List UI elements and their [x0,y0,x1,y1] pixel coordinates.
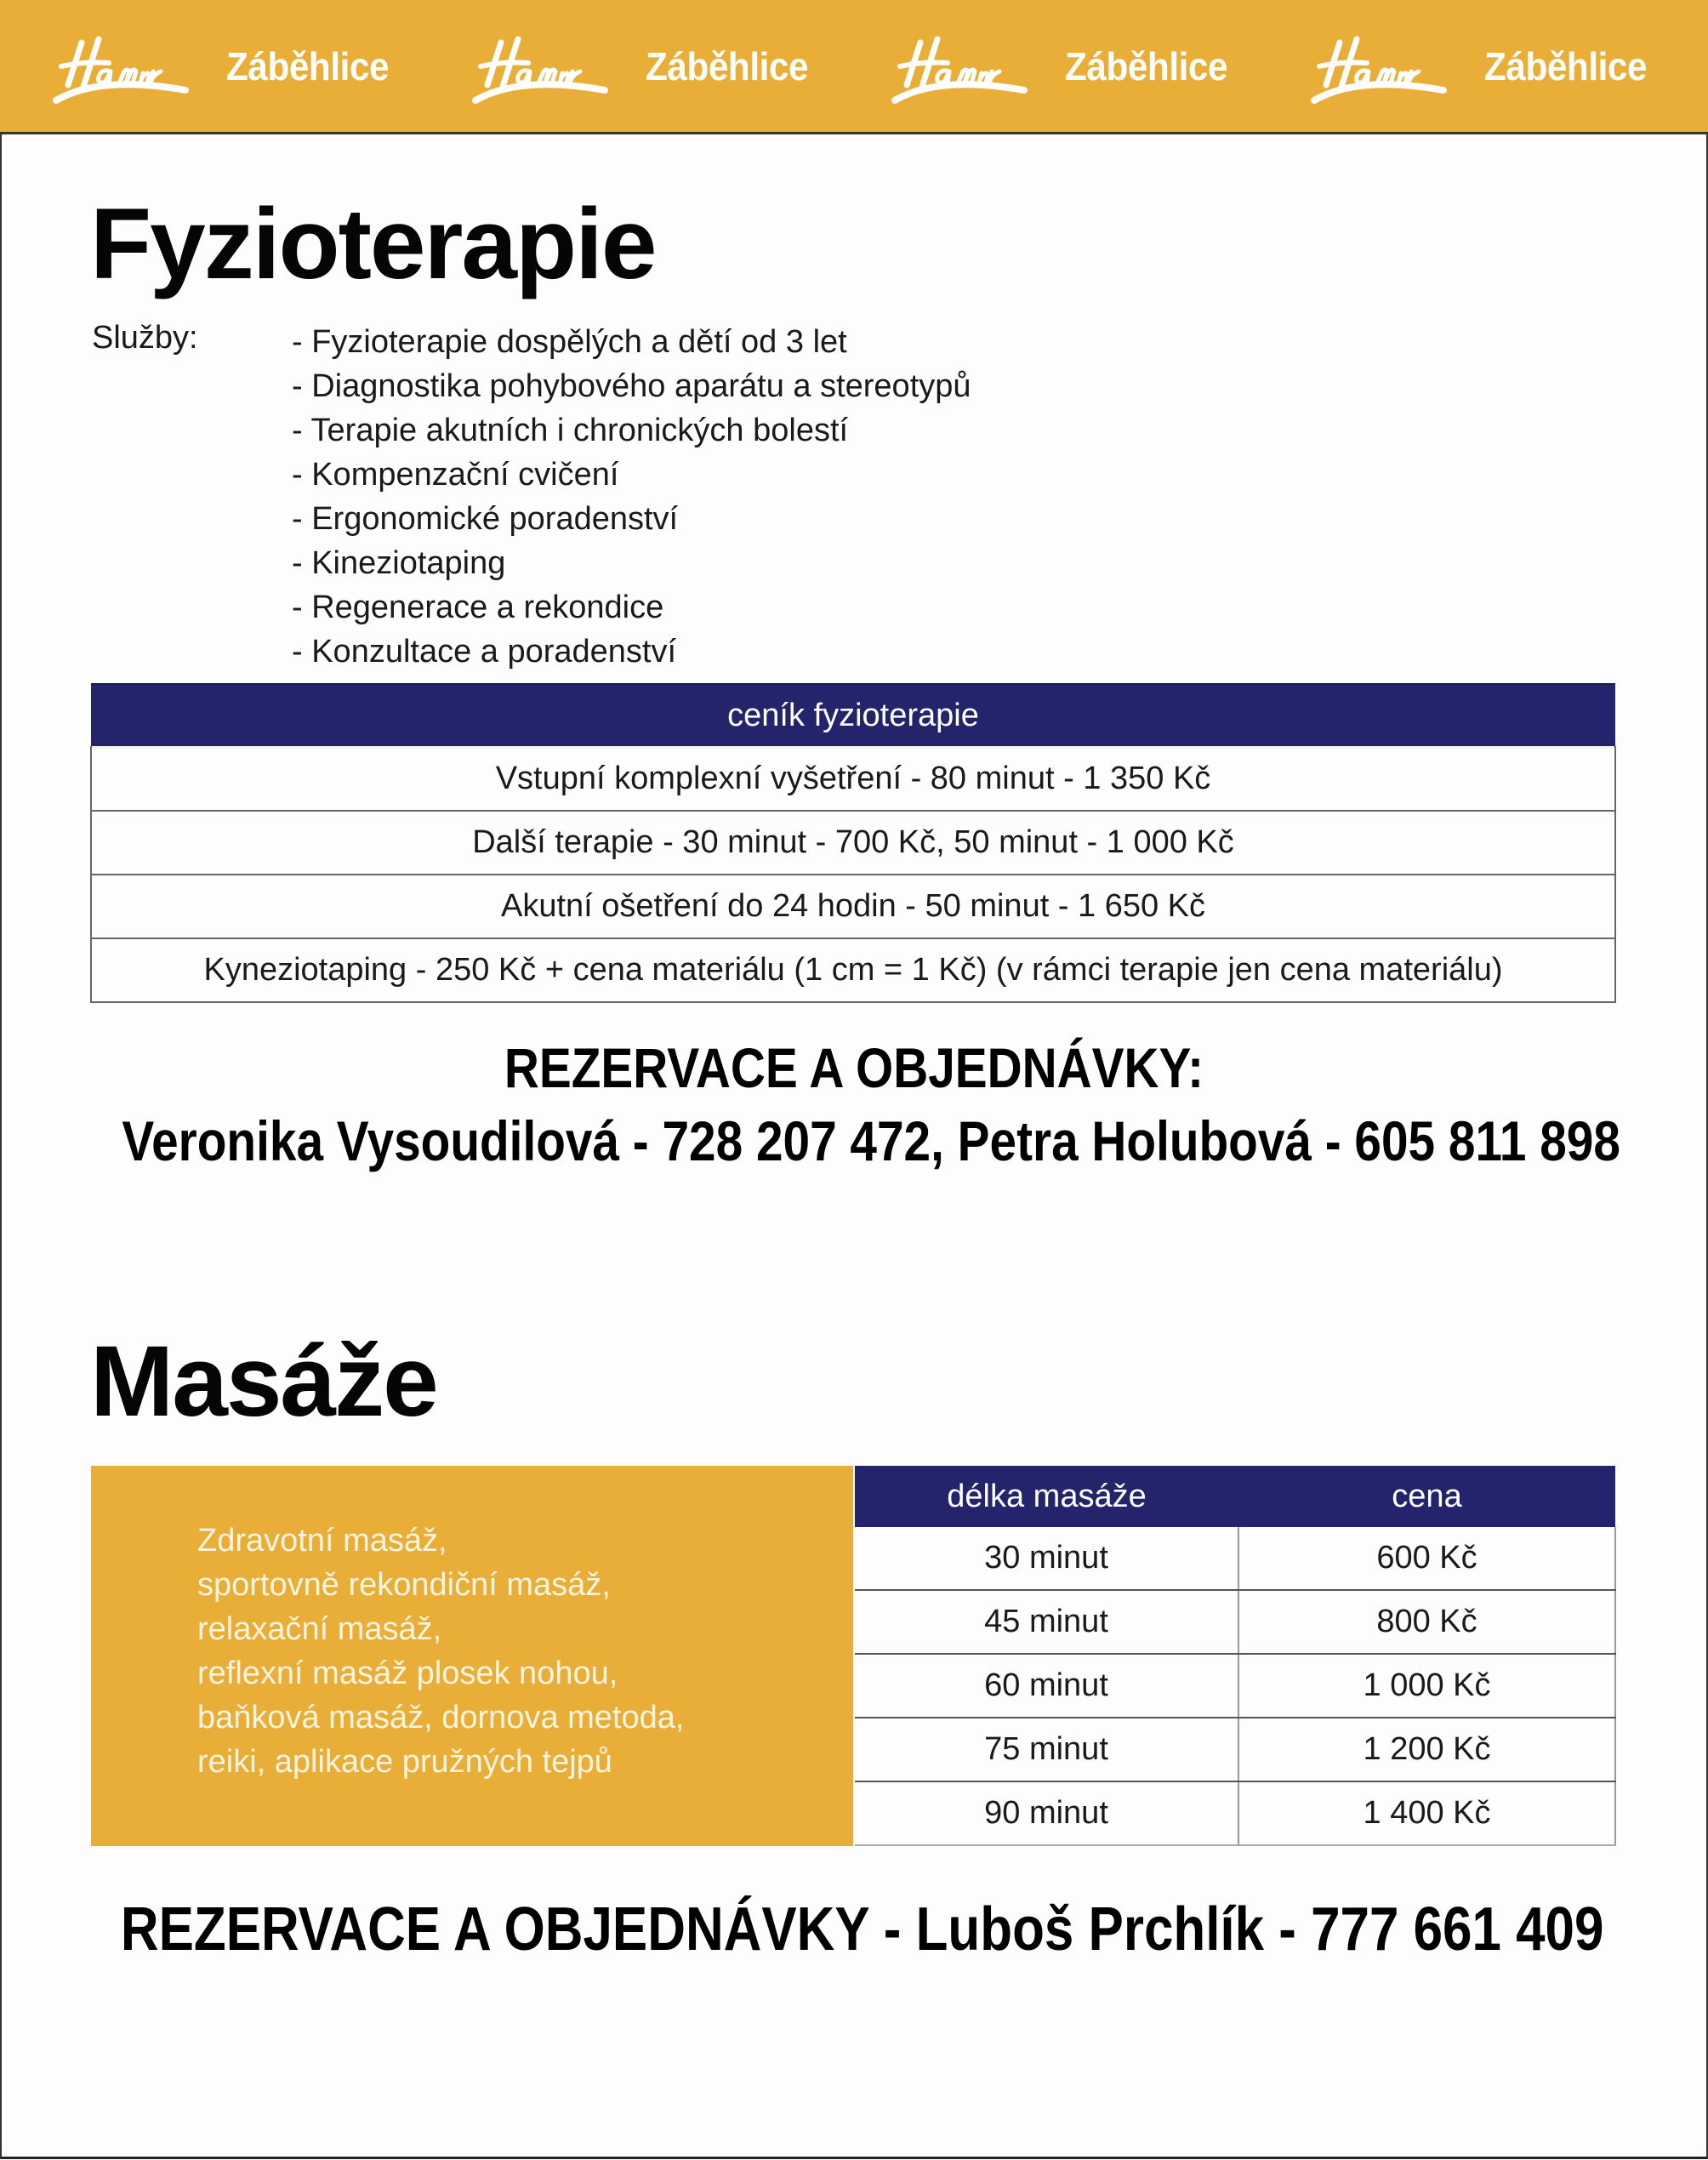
services-label: Služby: [92,320,198,356]
brand-lockup [1307,0,1661,132]
hamr-logo-icon [888,24,1033,109]
massage-type-item: reiki, aplikace pružných tejpů [197,1744,612,1780]
massage-type-item: relaxační masáž, [197,1611,442,1647]
table-row [855,1590,1615,1654]
reservation-title-text: REZERVACE A OBJEDNÁVKY: [504,1036,1204,1099]
duration-cell: 30 minut [855,1527,1238,1590]
physio-reservation-contacts [0,1109,1708,1172]
price-row-text: Vstupní komplexní vyšetření - 80 minut - 1 350 Kč [91,747,1615,811]
table-row [91,875,1615,938]
brand-city-name: Záběhlice [646,43,809,88]
massage-types-list [197,1519,684,1784]
duration-cell: 45 minut [855,1590,1238,1654]
service-item: - Kineziotaping [292,545,506,581]
duration-cell: 90 minut [855,1781,1238,1845]
massage-type-item: sportovně rekondiční masáž, [197,1567,611,1603]
brand-lockup [888,0,1242,132]
table-row [855,1654,1615,1718]
table-row [855,1781,1615,1845]
price-table-header: ceník fyzioterapie [91,684,1615,747]
brand-city-name: Záběhlice [1484,43,1648,88]
table-row [91,747,1615,811]
table-row [855,1718,1615,1781]
brand-header-bar [0,0,1708,134]
service-item: - Terapie akutních i chronických bolestí [292,413,849,448]
reservation-contacts-text: Veronika Vysoudilová - 728 207 472, Petra Holubová - 605 811 898 [122,1109,1620,1172]
service-item: - Regenerace a rekondice [292,590,664,625]
price-row-text: Akutní ošetření do 24 hodin - 50 minut - 1 650 Kč [91,875,1615,938]
massage-reservation-text: REZERVACE A OBJEDNÁVKY - Luboš Prchlík - 777 661 409 [120,1895,1604,1963]
price-cell: 1 200 Kč [1238,1718,1615,1781]
massage-types-box [91,1466,853,1846]
table-row [855,1527,1615,1590]
table-row [91,938,1615,1002]
physio-title: Fyzioterapie [90,188,656,300]
price-column-header: cena [1238,1466,1615,1527]
massage-type-item: baňková masáž, dornova metoda, [197,1700,685,1735]
hamr-logo-icon [49,24,194,109]
duration-cell: 75 minut [855,1718,1238,1781]
duration-column-header: délka masáže [855,1466,1238,1527]
table-row [91,811,1615,875]
service-item: - Diagnostika pohybového aparátu a stereotypů [292,368,971,404]
price-cell: 600 Kč [1238,1527,1615,1590]
brand-lockup [49,0,403,132]
massage-type-item: reflexní masáž plosek nohou, [197,1656,618,1691]
price-row-text: Další terapie - 30 minut - 700 Kč, 50 minut - 1 000 Kč [91,811,1615,875]
physio-reservation-title [0,1036,1708,1099]
massage-type-item: Zdravotní masáž, [197,1523,447,1559]
service-item: - Kompenzační cvičení [292,457,619,493]
massage-price-table [855,1466,1616,1846]
services-list [292,320,971,674]
price-row-text: Kyneziotaping - 250 Kč + cena materiálu (1 cm = 1 Kč) (v rámci terapie jen cena materiálu) [91,938,1615,1002]
price-cell: 800 Kč [1238,1590,1615,1654]
service-item: - Konzultace a poradenství [292,634,677,670]
massage-title: Masáže [90,1325,437,1438]
physio-price-table [90,683,1616,1003]
massage-table-header-row [855,1466,1615,1527]
price-cell: 1 000 Kč [1238,1654,1615,1718]
service-item: - Fyzioterapie dospělých a dětí od 3 let [292,324,847,360]
hamr-logo-icon [469,24,613,109]
price-cell: 1 400 Kč [1238,1781,1615,1845]
brand-lockup [469,0,823,132]
service-item: - Ergonomické poradenství [292,501,679,537]
massage-reservation [0,1895,1708,1963]
hamr-logo-icon [1307,24,1452,109]
price-table-header-row [91,684,1615,747]
brand-city-name: Záběhlice [1065,43,1228,88]
duration-cell: 60 minut [855,1654,1238,1718]
brand-city-name: Záběhlice [226,43,390,88]
